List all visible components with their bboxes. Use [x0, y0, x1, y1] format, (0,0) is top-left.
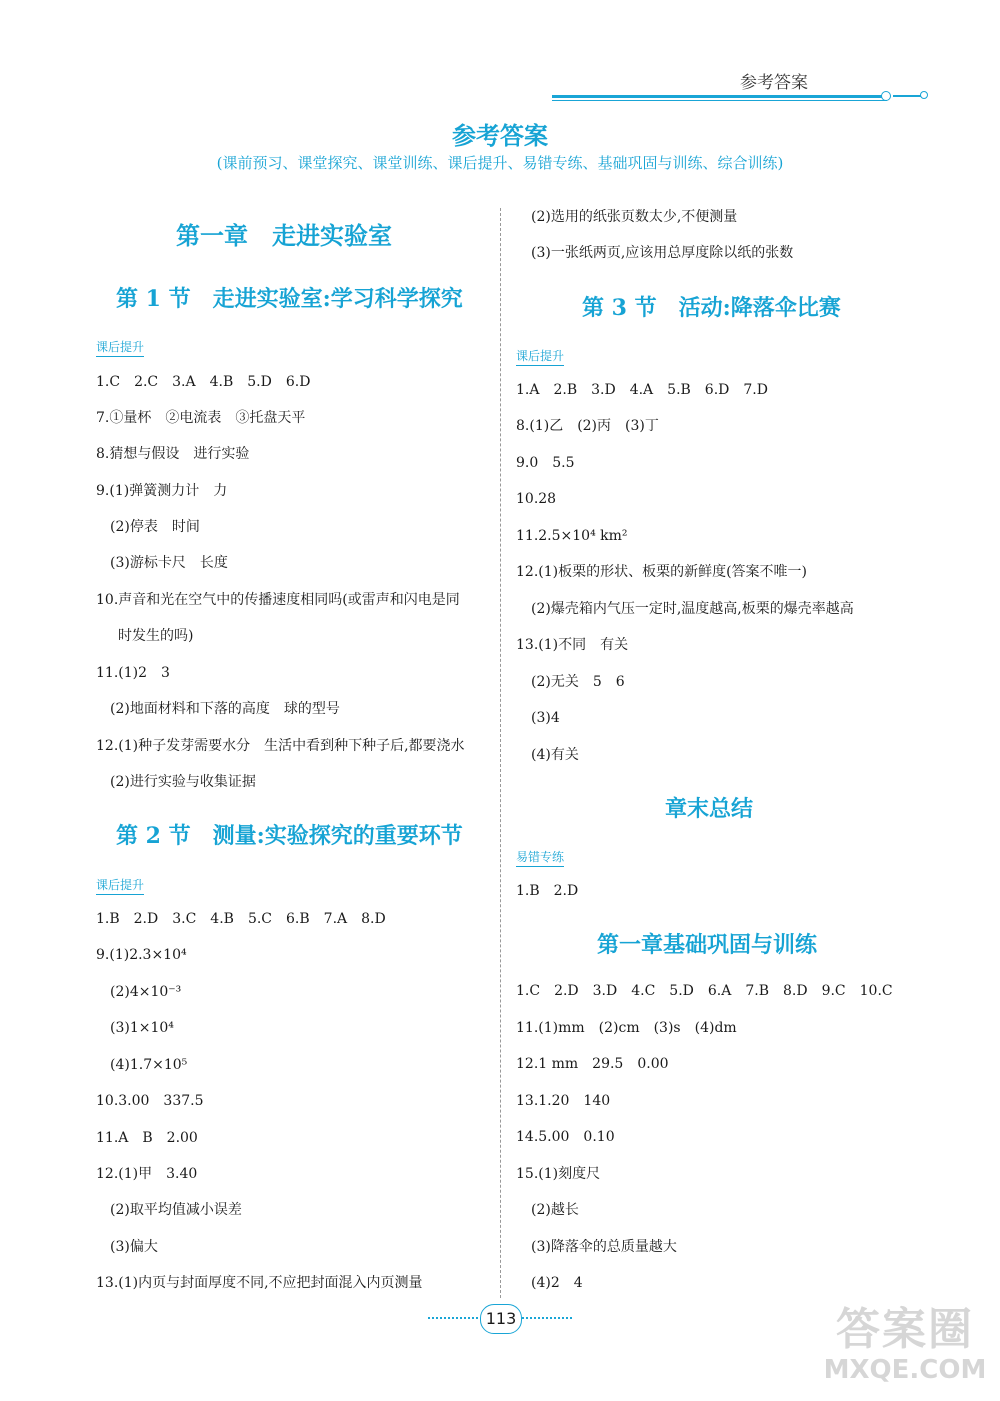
answer-line: (3)一张纸两页,应该用总厚度除以纸的张数: [531, 245, 794, 261]
watermark-url: MXQE.COM: [823, 1355, 987, 1385]
page-number-dots-right: [522, 1317, 572, 1319]
answer-line: 1.C 2.D 3.D 4.C 5.D 6.A 7.B 8.D 9.C 10.C: [516, 983, 893, 999]
answer-line: (4)有关: [531, 747, 579, 763]
answer-line: 8.(1)乙 (2)丙 (3)丁: [516, 418, 659, 434]
review-title: 第一章基础巩固与训练: [597, 932, 818, 958]
section-3-tag: 课后提升: [516, 347, 564, 366]
answer-line: (2)地面材料和下落的高度 球的型号: [110, 701, 340, 717]
section-1-title: 第 1 节 走进实验室:学习科学探究: [116, 286, 463, 312]
answer-line: (2)无关 5 6: [531, 674, 625, 690]
answer-line: (2)4×10⁻³: [110, 984, 182, 1000]
answer-line: (3)降落伞的总质量越大: [531, 1239, 677, 1255]
summary-title: 章末总结: [665, 796, 754, 822]
answer-line: 12.(1)甲 3.40: [96, 1166, 198, 1182]
header-rule-tail: [893, 95, 923, 97]
answer-line: 13.(1)内页与封面厚度不同,不应把封面混入内页测量: [96, 1275, 423, 1291]
answer-line: 12.(1)种子发芽需要水分 生活中看到种下种子后,都要浇水: [96, 738, 465, 754]
answer-line: 11.A B 2.00: [96, 1130, 198, 1146]
section-3-title: 第 3 节 活动:降落伞比赛: [582, 295, 841, 321]
page-title: 参考答案: [452, 121, 548, 150]
answer-line: (3)游标卡尺 长度: [110, 555, 228, 571]
answer-line: 8.猜想与假设 进行实验: [96, 446, 250, 462]
answer-line: 9.0 5.5: [516, 455, 575, 471]
answer-line: 11.(1)mm (2)cm (3)s (4)dm: [516, 1020, 737, 1036]
page-subtitle: (课前预习、课堂探究、课堂训练、课后提升、易错专练、基础巩固与训练、综合训练): [216, 154, 784, 172]
answer-line: (2)进行实验与收集证据: [110, 774, 256, 790]
answer-line: 9.(1)2.3×10⁴: [96, 947, 187, 963]
section-2-title: 第 2 节 测量:实验探究的重要环节: [116, 823, 463, 849]
header-circle-icon: [881, 91, 891, 101]
answer-line: 12.1 mm 29.5 0.00: [516, 1056, 669, 1072]
answer-line: (3)4: [531, 710, 560, 726]
answer-line: (2)停表 时间: [110, 519, 200, 535]
answer-line: 10.声音和光在空气中的传播速度相同吗(或雷声和闪电是同: [96, 592, 460, 608]
answer-line: (4)1.7×10⁵: [110, 1057, 188, 1073]
answer-line: 10.3.00 337.5: [96, 1093, 204, 1109]
answer-line: 7.①量杯 ②电流表 ③托盘天平: [96, 410, 306, 426]
answer-line: (2)爆壳箱内气压一定时,温度越高,板栗的爆壳率越高: [531, 601, 854, 617]
answer-line: 1.B 2.D 3.C 4.B 5.C 6.B 7.A 8.D: [96, 911, 386, 927]
watermark-text: 答案圈: [836, 1304, 974, 1355]
answer-line: 13.(1)不同 有关: [516, 637, 629, 653]
header-rule: [552, 95, 887, 98]
answer-line: (2)取平均值减小误差: [110, 1202, 242, 1218]
answer-line: (3)1×10⁴: [110, 1020, 174, 1036]
answer-line: 12.(1)板栗的形状、板栗的新鲜度(答案不唯一): [516, 564, 808, 580]
answer-line: 1.C 2.C 3.A 4.B 5.D 6.D: [96, 374, 311, 390]
answer-line: 10.28: [516, 491, 557, 507]
answer-line: (2)选用的纸张页数太少,不便测量: [531, 209, 738, 225]
section-2-tag: 课后提升: [96, 876, 144, 895]
chapter-title: 第一章 走进实验室: [176, 221, 392, 250]
answer-line: 9.(1)弹簧测力计 力: [96, 483, 228, 499]
page-number: 113: [480, 1304, 522, 1334]
answer-line: (2)越长: [531, 1202, 579, 1218]
summary-tag: 易错专练: [516, 848, 564, 867]
answer-line: (3)偏大: [110, 1239, 158, 1255]
header-label: 参考答案: [740, 73, 808, 93]
answer-line: 1.A 2.B 3.D 4.A 5.B 6.D 7.D: [516, 382, 768, 398]
answer-line: 11.2.5×10⁴ km²: [516, 528, 628, 544]
answer-line: 15.(1)刻度尺: [516, 1166, 601, 1182]
header-rule-thin: [552, 100, 887, 101]
answer-line: 13.1.20 140: [516, 1093, 611, 1109]
answer-line: 14.5.00 0.10: [516, 1129, 615, 1145]
page-number-dots-left: [428, 1317, 478, 1319]
answer-line: (4)2 4: [531, 1275, 583, 1291]
answer-line: 时发生的吗): [118, 628, 194, 644]
watermark-logo: [820, 1305, 990, 1395]
section-1-tag: 课后提升: [96, 338, 144, 357]
header-small-circle-icon: [920, 91, 928, 99]
answer-line: 1.B 2.D: [516, 883, 579, 899]
answer-line: 11.(1)2 3: [96, 665, 170, 681]
column-divider: [500, 208, 501, 1298]
